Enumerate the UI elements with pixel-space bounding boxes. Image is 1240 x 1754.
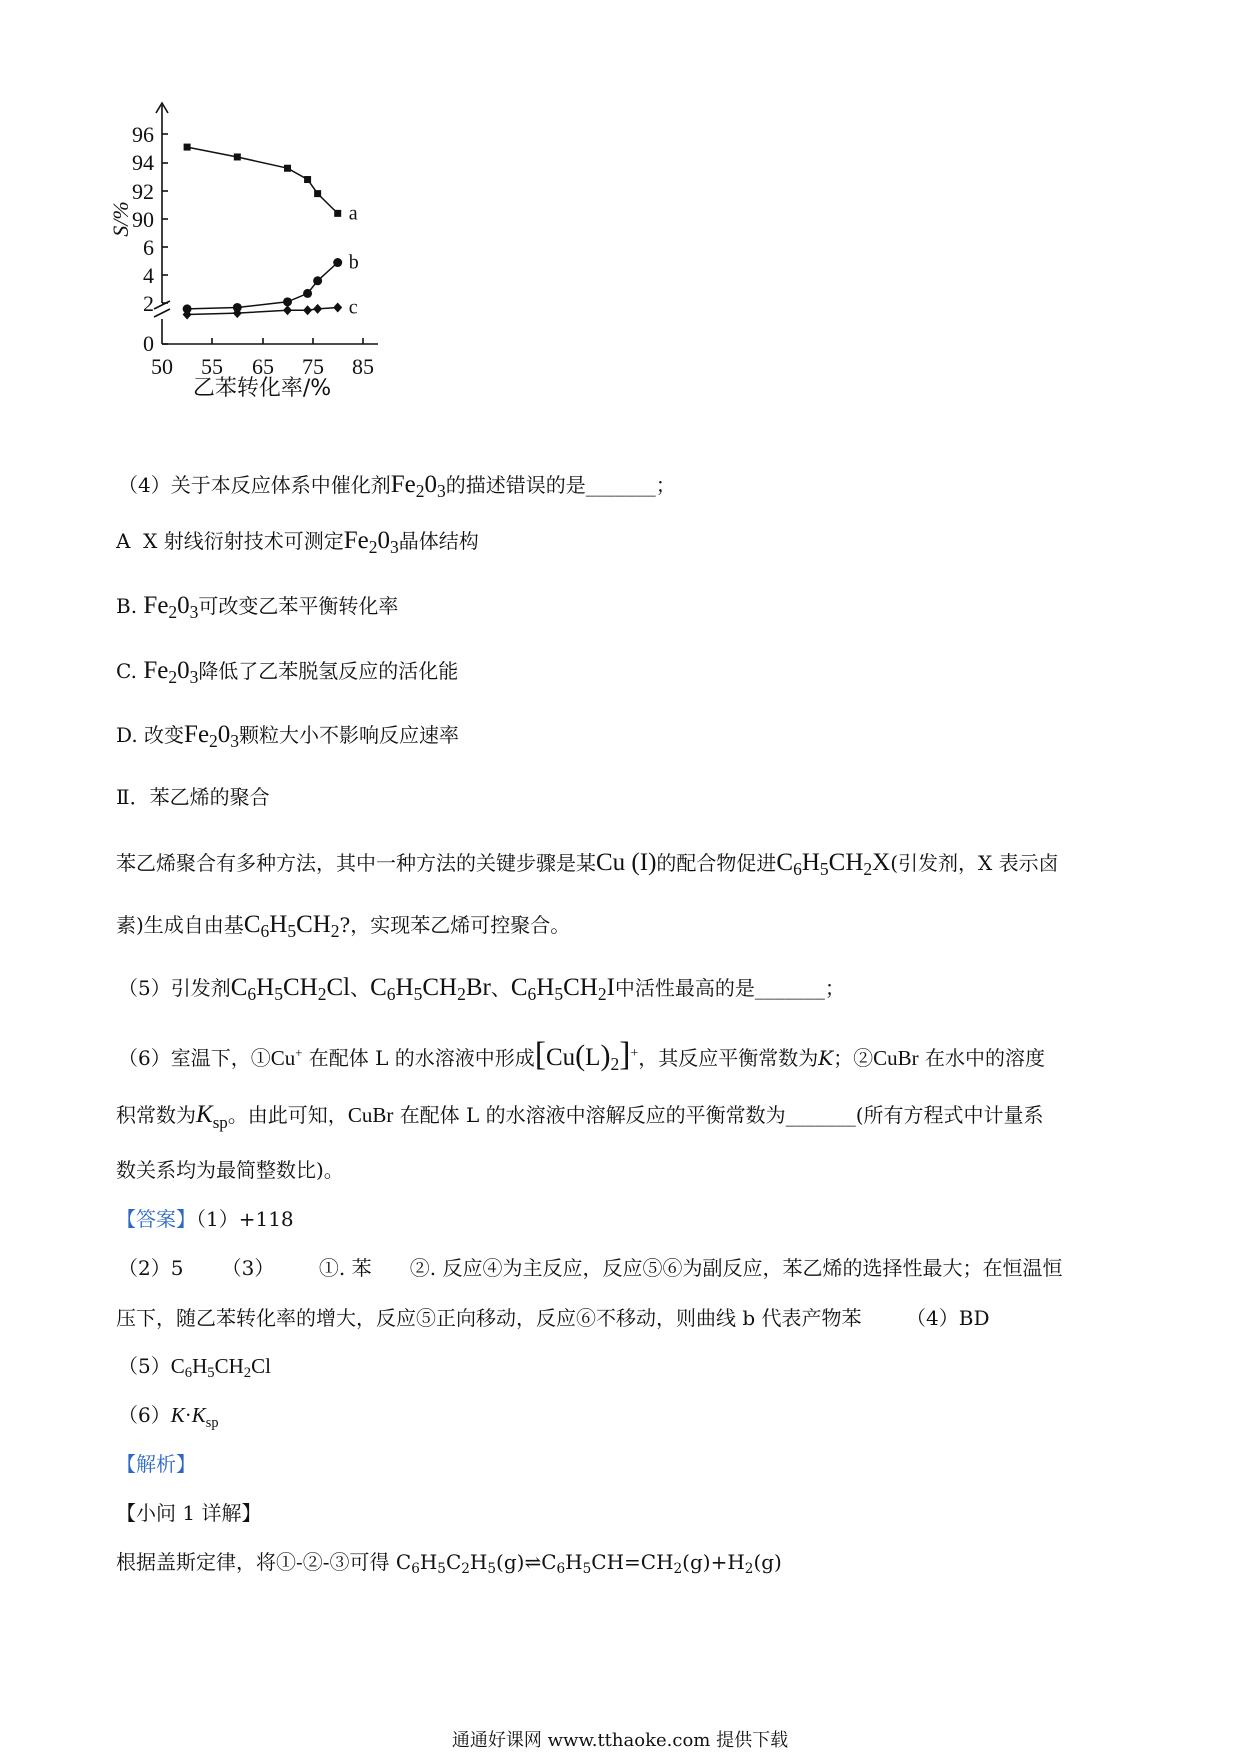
paragraph-text: 素)生成自由基 (116, 913, 244, 937)
q6-line2 (116, 1101, 1044, 1132)
fe2o3-formula: $Fe_20_3$ (143, 592, 199, 623)
fe2o3-formula: $Fe_20_3$ (390, 471, 446, 502)
series-c-point (333, 302, 342, 312)
answer-6-expression: $K\cdot K_{sp}$ (170, 1403, 219, 1431)
ksp-symbol: $K_{sp}$ (196, 1101, 228, 1132)
q4-option-b (116, 592, 399, 623)
analysis-text: CH=CH (591, 1550, 674, 1574)
option-label: B. (116, 594, 138, 618)
y-tick-label: 92 (132, 179, 154, 204)
part2-paragraph-line2 (116, 911, 571, 942)
answer-line1 (116, 1209, 294, 1229)
punct: 、 (350, 976, 371, 1000)
benzyl-iodide-formula: $C_6H_5CH_2I$ (510, 974, 615, 1005)
y-tick-label: 96 (132, 122, 154, 147)
series-c-label: c (348, 296, 358, 319)
option-text: 可改变乙苯平衡转化率 (198, 594, 399, 618)
q4-stem-text: （4）关于本反应体系中催化剂 (118, 473, 391, 497)
answer-blank: _______ (754, 976, 825, 1000)
paragraph-text: 苯乙烯聚合有多种方法，其中一种方法的关键步骤是某 (116, 851, 596, 875)
analysis-text: 根据盖斯定律，将①-②-③可得 C (116, 1550, 412, 1574)
answer-line5 (118, 1354, 271, 1382)
x-tick-label: 55 (201, 354, 223, 379)
fe2o3-formula: $Fe_20_3$ (343, 527, 399, 558)
series-b-point (303, 289, 312, 298)
benzyl-chloride-formula: $C_6H_5CH_2Cl$ (230, 974, 351, 1005)
series-b-label: b (348, 251, 359, 274)
answer-3-cont: 压下，随乙苯转化率的增大，反应⑤正向移动，反应⑥不移动，则曲线 b 代表产物苯 (116, 1306, 862, 1330)
cu-ion: Cu+ (270, 1046, 303, 1070)
benzyl-bromide-formula: $C_6H_5CH_2Br$ (370, 974, 491, 1005)
q6-line3: 数关系均为最简整数比)。 (116, 1158, 344, 1182)
answer-2: （2）5 (118, 1256, 184, 1280)
answer-3-label: （3） (221, 1256, 275, 1280)
series-a-point (304, 176, 311, 183)
complex-ion: $[Cu(L)_2]^+$ (534, 1036, 639, 1075)
section-heading: Ⅱ．苯乙烯的聚合 (116, 785, 270, 809)
option-label: D. (116, 723, 138, 747)
question-text: （5）引发剂 (118, 976, 231, 1000)
analysis-text: (g) (753, 1550, 782, 1574)
series-a-point (234, 153, 241, 160)
radical-formula: $C_6H_5CH_2$ (243, 911, 340, 942)
answer-4: （4）BD (906, 1306, 990, 1330)
x-tick-label: 50 (151, 354, 173, 379)
answer-5-formula: $C_6H_5CH_2Cl$ (170, 1354, 271, 1382)
answer-5-label: （5） (118, 1354, 171, 1378)
q4-stem (118, 471, 676, 502)
question-text: 。由此可知， (227, 1103, 348, 1127)
series-b-point (283, 297, 292, 306)
answer-3-part2: ②. 反应④为主反应，反应⑤⑥为副反应，苯乙烯的选择性最大；在恒温恒 (409, 1256, 1063, 1280)
question-text: 在配体 L 的水溶液中形成 (308, 1046, 535, 1070)
series-layer (183, 144, 359, 320)
question-text: 在水中的溶度 (925, 1046, 1046, 1070)
initiator-formula: $C_6H_5CH_2X$ (776, 849, 891, 880)
series-a-point (284, 165, 291, 172)
q5-stem (118, 974, 845, 1005)
option-text: 改变 (144, 723, 185, 747)
y-tick-label: 4 (143, 263, 154, 288)
cu-i-formula: Cu (I) (596, 849, 657, 876)
y-tick-label: 0 (143, 331, 154, 356)
answer-line3 (116, 1308, 990, 1328)
answer-blank: _______ (785, 1103, 856, 1127)
cubr-formula: CuBr (347, 1103, 394, 1127)
series-b-line (187, 263, 338, 309)
series-c-point (303, 305, 312, 315)
analysis-line1: 根据盖斯定律，将①-②-③可得 $C_6H_5C_2H_5(g)\rightleftharpoons C_6H_5CH=CH_2(g)+H_2(g)$ (116, 1550, 782, 1578)
option-label: A (116, 529, 131, 553)
q4-option-c (116, 657, 459, 688)
series-a-label: a (348, 202, 358, 225)
question-text: 积常数为 (116, 1103, 196, 1127)
answer-tag: 【答案】 (116, 1207, 196, 1231)
punct: ； (824, 976, 845, 1000)
x-tick-label: 75 (302, 354, 324, 379)
q4-option-a (116, 527, 479, 558)
option-text: 晶体结构 (398, 529, 479, 553)
series-a-point (334, 210, 341, 217)
q4-option-d (116, 721, 460, 752)
answer-3-part1: ①. 苯 (318, 1256, 372, 1280)
analysis-text: (g)+H (682, 1550, 745, 1574)
x-tick-label: 85 (352, 354, 374, 379)
part2-paragraph-line1 (116, 849, 1059, 880)
fe2o3-formula: $Fe_20_3$ (184, 721, 240, 752)
y-tick-label: 2 (143, 291, 154, 316)
q6-line1 (118, 1036, 1046, 1075)
y-tick-label: 94 (132, 150, 154, 175)
series-a-point (314, 190, 321, 197)
question-text: ，其反应平衡常数为 (638, 1046, 819, 1070)
question-text: ；② (833, 1046, 874, 1070)
answer-blank: _______ (585, 473, 656, 497)
x-axis-label: 乙苯转化率/% (192, 376, 332, 401)
option-text: 降低了乙苯脱氢反应的活化能 (198, 659, 459, 683)
series-b-point (333, 258, 342, 267)
x-tick-label: 65 (252, 354, 274, 379)
series-a-line (187, 147, 338, 213)
question-text: (所有方程式中计量系 (855, 1103, 1044, 1127)
answer-6-label: （6） (118, 1403, 171, 1427)
question-text: 中活性最高的是 (614, 976, 755, 1000)
selectivity-chart (108, 95, 450, 450)
paragraph-text: (引发剂，X 表示卤 (890, 851, 1059, 875)
analysis-text: (g)⇌C (496, 1550, 557, 1574)
option-label: C. (116, 659, 137, 683)
punct: 、 (490, 976, 511, 1000)
series-c-point (313, 304, 322, 314)
paragraph-text: ?，实现苯乙烯可控聚合。 (339, 913, 571, 937)
option-text: X 射线衍射技术可测定 (143, 529, 344, 553)
subquestion-heading: 【小问 1 详解】 (116, 1501, 262, 1525)
page-footer: 通通好课网 www.tthaoke.com 提供下载 (451, 1730, 789, 1751)
q4-stem-text: 的描述错误的是 (445, 473, 586, 497)
fe2o3-formula: $Fe_20_3$ (143, 657, 199, 688)
option-text: 颗粒大小不影响反应速率 (239, 723, 460, 747)
answer-1: （1）+118 (196, 1207, 294, 1231)
y-tick-label: 6 (143, 235, 154, 260)
y-axis-label: S/% (108, 201, 133, 237)
question-text: （6）室温下，① (118, 1046, 271, 1070)
y-tick-label: 90 (132, 207, 154, 232)
cubr-formula: CuBr (873, 1046, 919, 1070)
answer-line6 (118, 1403, 219, 1431)
series-a-point (184, 144, 191, 151)
question-text: 在配体 L 的水溶液中溶解反应的平衡常数为 (399, 1103, 786, 1127)
series-c-point (283, 305, 292, 315)
punct: ； (655, 473, 676, 497)
series-b-point (313, 276, 322, 285)
paragraph-text: 的配合物促进 (656, 851, 777, 875)
answer-line2 (118, 1258, 1062, 1278)
analysis-tag: 【解析】 (116, 1452, 196, 1476)
k-symbol: K (818, 1046, 834, 1070)
